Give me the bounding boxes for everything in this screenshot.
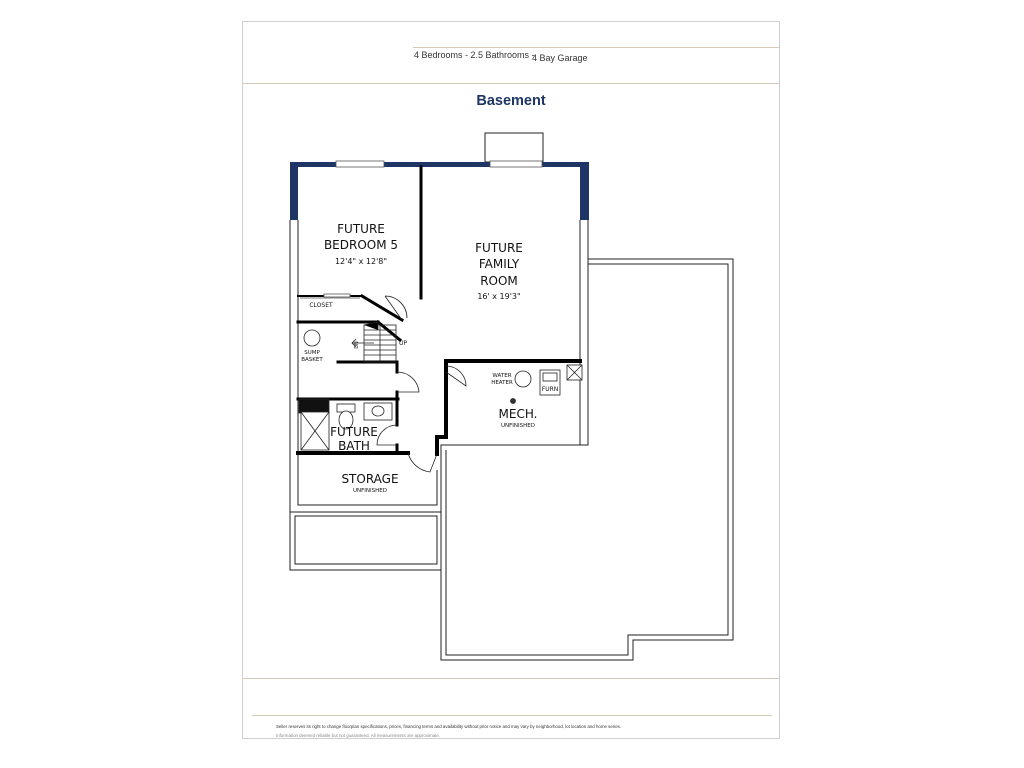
bedroom-dims: 12'4" x 12'8" — [334, 257, 388, 266]
disclaimer-line-2: Information deemed reliable but not guaranteed. All measurements are approximate. — [276, 733, 441, 738]
bedroom-label-2: BEDROOM 5 — [323, 238, 399, 252]
lower-extension-outline — [290, 512, 441, 570]
window-well — [485, 133, 543, 162]
plan-title: Basement — [476, 93, 546, 109]
mech-label: MECH. — [498, 407, 538, 421]
bedroom-label-1: FUTURE — [337, 222, 385, 236]
garage-outline — [441, 259, 733, 660]
storage-label: STORAGE — [341, 472, 399, 486]
family-dims: 16' x 19'3" — [477, 292, 521, 301]
furnace-label: FURN — [541, 386, 559, 393]
water-heater-label-2: HEATER — [491, 380, 513, 386]
stairs-up-label: UP — [399, 340, 408, 347]
specs-text-a: 4 Bedrooms - 2.5 Bathrooms - — [414, 50, 535, 60]
sump-basket-icon — [304, 330, 320, 346]
bath-label-2: BATH — [338, 439, 370, 453]
mech-note: UNFINISHED — [501, 423, 535, 429]
door-swings — [377, 296, 466, 472]
family-label-3: ROOM — [480, 274, 518, 288]
closet-label: CLOSET — [309, 302, 333, 309]
water-heater-label-1: WATER — [492, 373, 512, 379]
disclaimer-line-1: Seller reserves its right to change floorplan specifications, prices, financing terms and availability without prior notice and may vary by neighborhood, lot location and home series. — [276, 724, 622, 729]
exterior-foundation-wall — [290, 162, 589, 220]
family-label-1: FUTURE — [475, 241, 523, 255]
bath-label-1: FUTURE — [330, 425, 378, 439]
sump-label-1: SUMP — [304, 350, 320, 356]
sump-label-2: BASKET — [301, 357, 323, 363]
specs-text-b: 4 Bay Garage — [532, 53, 588, 63]
family-label-2: FAMILY — [478, 257, 520, 271]
storage-note: UNFINISHED — [353, 488, 387, 494]
mech-fixtures — [511, 365, 583, 404]
stairs-dn-label: DN — [354, 341, 360, 349]
